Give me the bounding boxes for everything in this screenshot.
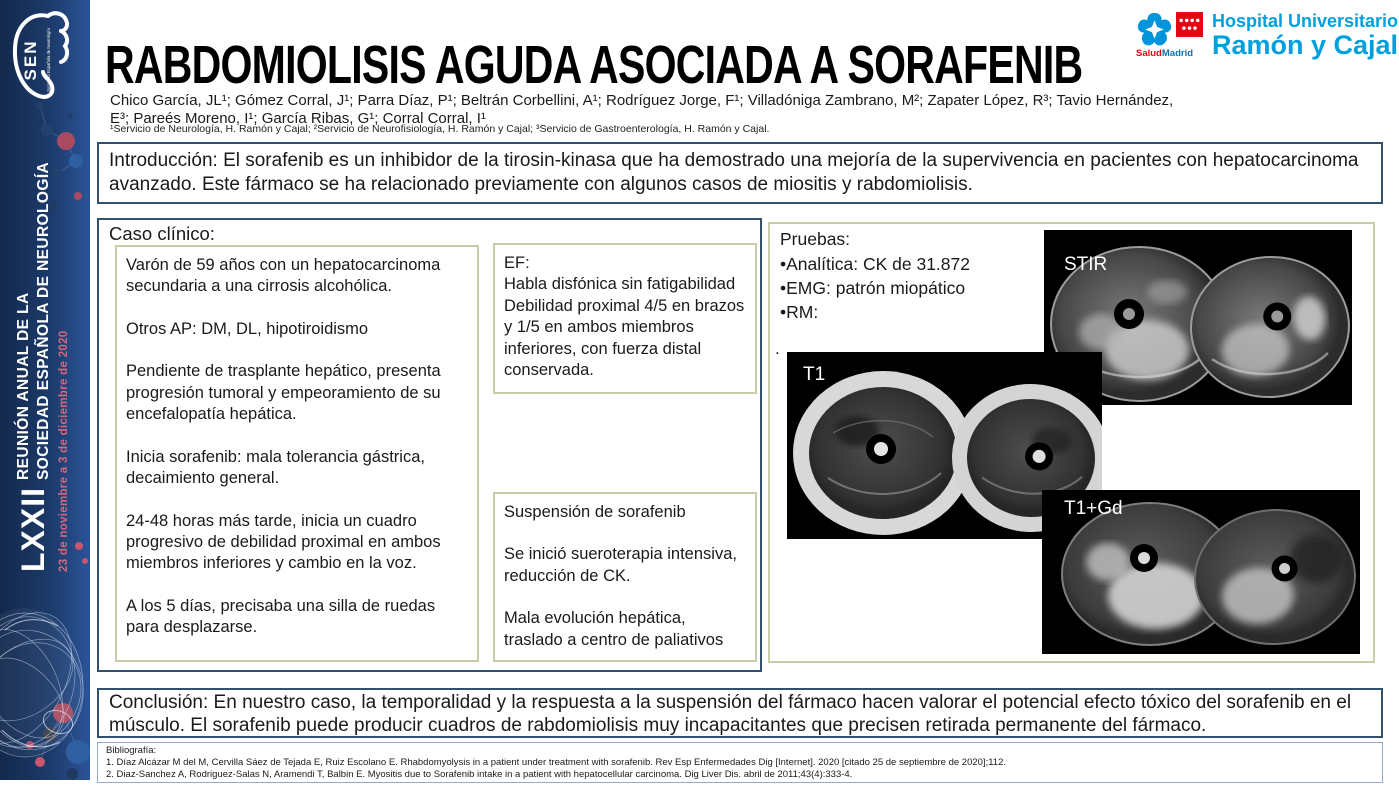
t1gd-label: T1+Gd (1064, 498, 1123, 519)
text-line: 24-48 horas más tarde, inicia un cuadro progresivo de debilidad proximal en ambos miembros inferiores y cambio en la voz. (126, 511, 441, 573)
text-line: Inicia sorafenib: mala tolerancia gástrica, decaimiento general. (126, 447, 425, 488)
sen-acronym: SEN (21, 39, 40, 81)
text-line: 2. Diaz-Sanchez A, Rodriguez-Salas N, Aramendi T, Balbin E. Myositis due to Sorafenib intake in a patient with hepatocellular carcinoma. Dig Liver Dis. abril de 2011;43(4):333-4. (106, 768, 853, 780)
text-line: Habla disfónica sin fatigabilidad (504, 275, 736, 294)
introduction-text: Introducción: El sorafenib es un inhibidor de la tirosin-kinasa que ha demostrado una mejoría de la supervivencia en pacientes con hepatocarcinoma avanzado. Este fármaco se ha relacionado previamente con algunos casos de miositis y rabdomiolisis. (109, 150, 1359, 196)
text-line: Varón de 59 años con un hepatocarcinoma secundaria a una cirrosis alcohólica. (126, 256, 441, 296)
t1-label: T1 (803, 364, 826, 385)
text-line: Debilidad proximal 4/5 en brazos y 1/5 en ambos miembros inferiores, con fuerza distal conservada. (504, 296, 745, 380)
bibliography-refs (106, 757, 1374, 781)
event-sidebar (0, 0, 90, 780)
hospital-name-line2: Ramón y Cajal (1212, 30, 1399, 60)
congress-line1: REUNIÓN ANUAL DE LA (15, 292, 32, 480)
text-line: A los 5 días, precisaba una silla de ruedas para desplazarse. (126, 596, 436, 637)
text-line: Otros AP: DM, DL, hipotiroidismo (126, 319, 369, 338)
text-line: •EMG: patrón miopático (780, 277, 966, 298)
stir-label: STIR (1064, 254, 1108, 275)
brain-wireframe-icon (0, 570, 90, 780)
saludmadrid-wordmark: SaludMadrid (1136, 48, 1194, 59)
affiliations: ¹Servicio de Neurología, H. Ramón y Cajal; ²Servicio de Neurofisiología, H. Ramón y Cajal; ³Servicio de Gastroenterología, H. Ramón y Cajal. (110, 123, 770, 135)
text-line: •Analítica: CK de 31.872 (780, 254, 970, 274)
tests-list (780, 253, 970, 325)
congress-line2: SOCIEDAD ESPAÑOLA DE NEUROLOGÍA (34, 161, 52, 480)
sen-subtext: Sociedad Española de Neurología (46, 28, 51, 92)
poster-title: RABDOMIOLISIS AGUDA ASOCIADA A SORAFENIB (105, 35, 1083, 95)
text-line: •RM: (780, 301, 819, 322)
text-line: EF: (504, 254, 530, 272)
congress-dates: 23 de noviembre a 3 de diciembre de 2020 (57, 330, 70, 572)
tests-box (768, 222, 1375, 663)
saludmadrid-emblem-icon (1136, 12, 1173, 47)
text-line: Suspensión de sorafenib (504, 503, 686, 521)
conclusion-box (97, 688, 1383, 738)
bibliography-box (97, 742, 1383, 783)
text-line: Se inició sueroterapia intensiva, reducción de CK. (504, 545, 737, 585)
author-list: Chico García, JL¹; Gómez Corral, J¹; Parra Díaz, P¹; Beltrán Corbellini, A¹; Rodríguez Jorge, F¹; Villadóniga Zambrano, M²; Zapater López, R³; Tavio Hernández, E³; Pareés Moreno, I¹; García Ribas, G¹; Corral Corral, I¹ (110, 92, 1174, 128)
physical-exam-box (493, 243, 757, 394)
congress-title-vertical (14, 161, 80, 572)
clinical-case-label: Caso clínico: (109, 223, 215, 244)
text-line: 1. Díaz Alcázar M del M, Cervilla Sáez de Tejada E, Ruiz Escolano E. Rhabdomyolysis in a patient under treatment with sorafenib. Rev Esp Enfermedades Dig [Internet]. 2020 [citado 25 de septiembre de 2020];112. (106, 756, 1006, 768)
congress-edition: LXXII (15, 486, 52, 572)
introduction-box (97, 142, 1383, 204)
hospital-name-line1: Hospital Universitario (1212, 11, 1399, 31)
conclusion-text: Conclusión: En nuestro caso, la temporalidad y la respuesta a la suspensión del fármaco hacen valorar el potencial efecto tóxico del sorafenib en el músculo. El sorafenib puede producir cuadros de rabdomiolisis muy incapacitantes que precisen retirada permanente del fármaco. (109, 692, 1352, 736)
clinical-case-box (97, 218, 762, 672)
bibliography-label: Bibliografía: (106, 745, 157, 756)
text-line: Pendiente de trasplante hepático, presenta progresión tumoral y empeoramiento de su encefalopatía hepática. (126, 362, 441, 424)
t1gd-mri-image (1042, 490, 1360, 654)
treatment-suspension-box (493, 492, 757, 662)
hospital-logo (1136, 12, 1398, 59)
text-line: Mala evolución hepática, traslado a centro de paliativos (504, 609, 724, 649)
tests-title: Pruebas: (780, 229, 851, 249)
stray-bullet-dot: . (775, 339, 780, 358)
case-history-box (115, 245, 479, 662)
madrid-flag-icon (1176, 12, 1203, 37)
